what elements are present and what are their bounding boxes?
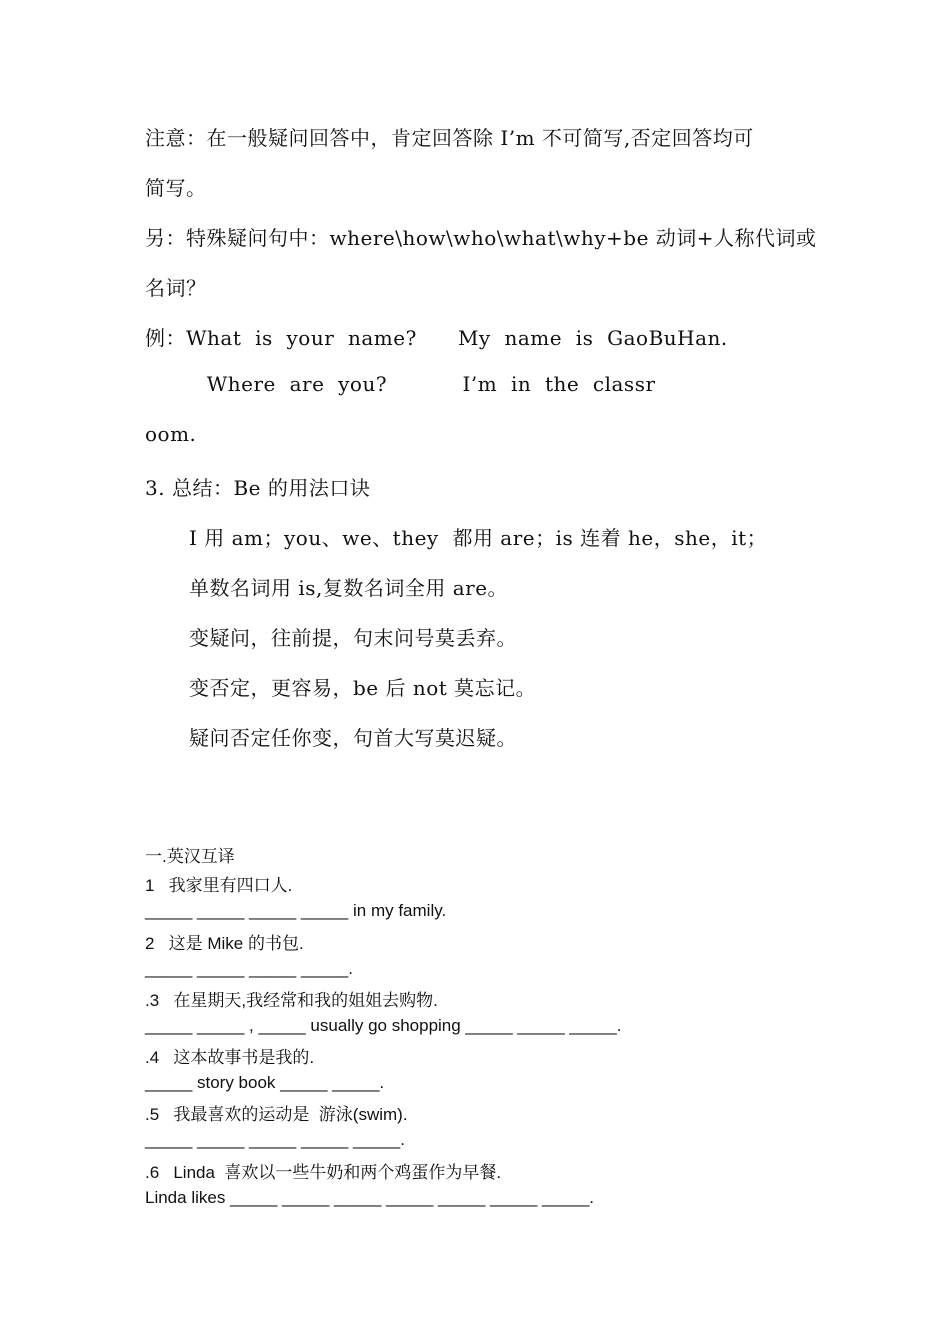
exercise-prompt: .5 我最喜欢的运动是 游泳(swim). xyxy=(145,1105,408,1124)
exercise-answer-line: _____ _____ , _____ usually go shopping _____ _____ _____. xyxy=(145,1016,622,1035)
example-line-2: Where are you? I’m in the classr xyxy=(145,372,656,396)
exercise-prompt: 1 我家里有四口人. xyxy=(145,876,293,895)
example-line-2-continued: oom. xyxy=(145,422,197,446)
special-question-line-1: 另：特殊疑问句中：where\how\who\what\why+be 动词+人称代词或 xyxy=(145,226,817,250)
exercise-prompt: 2 这是 Mike 的书包. xyxy=(145,934,304,953)
summary-title: 3. 总结：Be 的用法口诀 xyxy=(145,476,371,500)
example-line-1: 例：What is your name? My name is GaoBuHan. xyxy=(145,326,728,350)
rhyme-line: 变否定，更容易，be 后 not 莫忘记。 xyxy=(189,676,537,700)
exercise-prompt: .3 在星期天,我经常和我的姐姐去购物. xyxy=(145,991,438,1010)
special-question-line-2: 名词？ xyxy=(145,276,207,300)
exercise-title: 一.英汉互译 xyxy=(145,847,235,866)
exercise-prompt: .6 Linda 喜欢以一些牛奶和两个鸡蛋作为早餐. xyxy=(145,1163,502,1182)
exercise-answer-line: _____ _____ _____ _____. xyxy=(145,959,353,978)
exercise-answer-line: _____ story book _____ _____. xyxy=(145,1073,385,1092)
rhyme-line: 疑问否定任你变，句首大写莫迟疑。 xyxy=(189,726,517,750)
rhyme-line: I 用 am；you、we、they 都用 are；is 连着 he，she，it； xyxy=(189,526,768,550)
exercise-answer-line: _____ _____ _____ _____ _____. xyxy=(145,1130,405,1149)
rhyme-line: 变疑问，往前提，句末问号莫丢弃。 xyxy=(189,626,517,650)
rhyme-line: 单数名词用 is,复数名词全用 are。 xyxy=(189,576,509,600)
exercise-answer-line: Linda likes _____ _____ _____ _____ _____ _____ _____. xyxy=(145,1188,595,1207)
exercise-prompt: .4 这本故事书是我的. xyxy=(145,1048,315,1067)
note-line-1: 注意：在一般疑问回答中，肯定回答除 I’m 不可简写,否定回答均可 xyxy=(145,126,754,150)
exercise-answer-line: _____ _____ _____ _____ in my family. xyxy=(145,901,447,920)
note-line-2: 简写。 xyxy=(145,176,207,200)
